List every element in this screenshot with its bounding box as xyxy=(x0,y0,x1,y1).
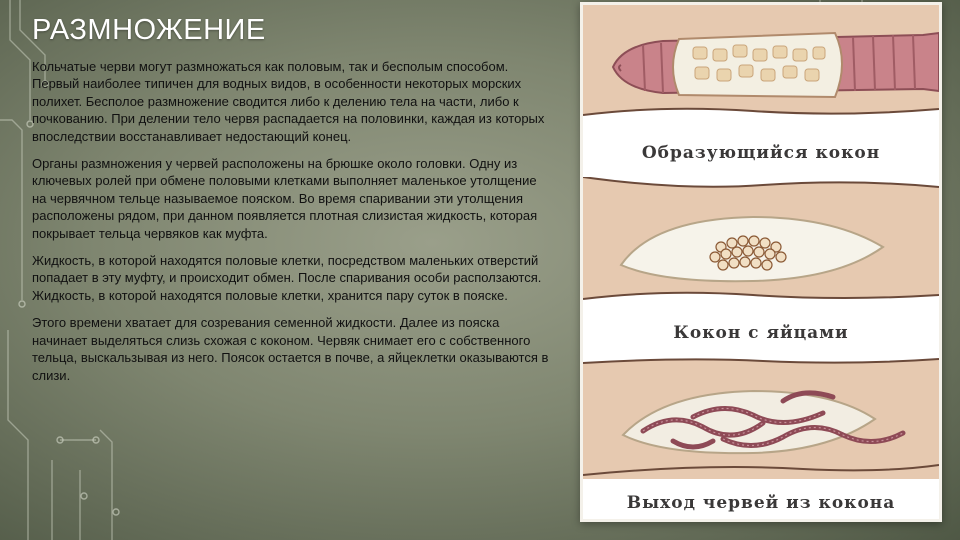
forming-cocoon-illustration xyxy=(583,5,939,135)
body-text xyxy=(32,58,552,394)
worm-reproduction-figure xyxy=(580,2,942,522)
slide-title: РАЗМНОЖЕНИЕ xyxy=(32,14,266,46)
caption-worms-leaving: Выход червей из кокона xyxy=(626,493,896,513)
paragraph-1: Кольчатые черви могут размножаться как половым, так и бесполым способом. Первый наиболее типичен для водных видов, в особенности некоторых морских полихет. Бесполое размножение сводится либо к делению тела на части, либо к почкованию. При делении тело червя распадается на половинки, каждая из которых впоследствии восстанавливает недостающий конец. xyxy=(32,59,545,144)
paragraph-3: Жидкость, в которой находятся половые клетки, посредством маленьких отверстий попадает в эту муфту, и происходит обмен. После спаривания особи расползаются. Жидкость, в которой находятся половые клетки, хранится пару суток в пояске. xyxy=(32,253,542,303)
cocoon-icon xyxy=(673,33,842,97)
caption-forming-cocoon: Образующийся кокон xyxy=(641,143,881,163)
cocoon-with-eggs-illustration xyxy=(583,177,939,317)
paragraph-2: Органы размножения у червей расположены на брюшке около головки. Одну из ключевых ролей при обмене половыми клетками выполняет маленькое утолщение на червячном тельце называемое пояском. Во время спаривании эти утолщения расположены рядом, при данном появляется плотная слизистая жидкость, которая покрывает тельца червяков как муфта. xyxy=(32,156,538,241)
worms-leaving-cocoon-illustration xyxy=(583,357,939,485)
paragraph-4: Этого времени хватает для созревания семенной жидкости. Далее из пояска начинает выделяться слизь схожая с коконом. Червяк снимает его с собственного тельца, выскальзывая из него. Поясок остается в почве, а яйцеклетки оказываются в слизи. xyxy=(32,315,549,383)
caption-cocoon-with-eggs: Кокон с яйцами xyxy=(673,323,849,343)
